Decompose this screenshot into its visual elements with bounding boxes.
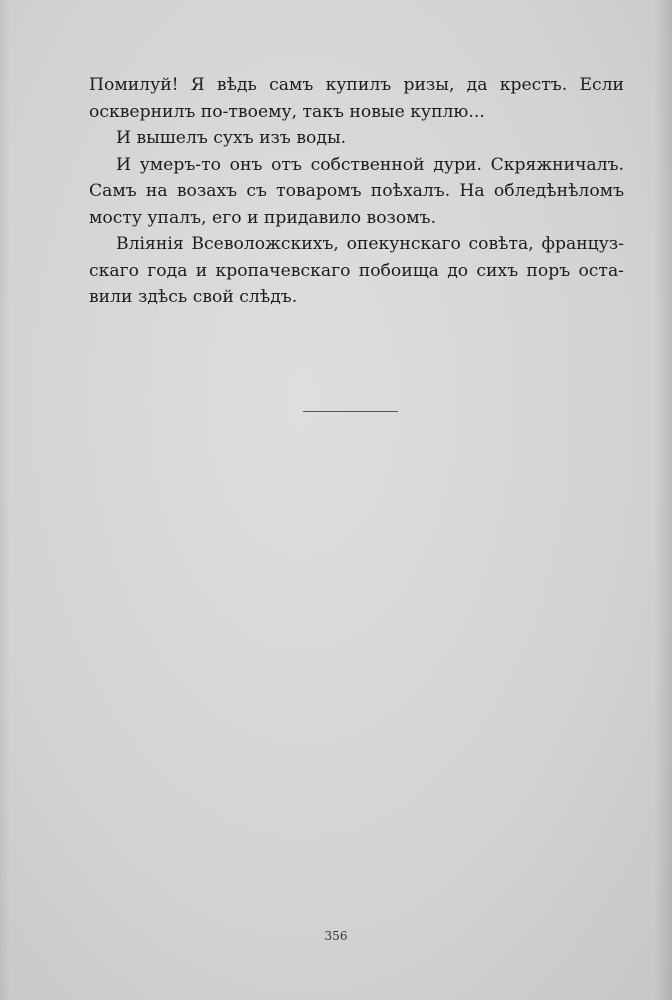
paragraph-4 xyxy=(89,231,624,311)
text-line: И вышелъ сухъ изъ воды. xyxy=(116,128,347,148)
text-line: осквернилъ по-твоему, такъ новые куплю... xyxy=(89,101,485,122)
text-line: Помилуй! Я вѣдь самъ купилъ ризы, да крестъ. Если xyxy=(89,75,624,95)
page-number: 356 xyxy=(324,929,348,943)
text-line: вили здѣсь свой слѣдъ. xyxy=(89,287,298,307)
paragraph-2 xyxy=(89,125,624,152)
text-line: И умеръ-то онъ отъ собственной дури. Скряжничалъ. xyxy=(116,154,624,175)
text-line: мосту упалъ, его и придавило возомъ. xyxy=(89,207,437,228)
paragraph-3 xyxy=(89,152,624,232)
section-end-rule xyxy=(303,411,398,412)
page-edge-shadow-right xyxy=(654,0,672,1000)
body-text xyxy=(89,72,624,311)
text-line: Вліянія Всеволожскихъ, опекунскаго совѣта, француз- xyxy=(116,234,624,254)
text-line: Самъ на возахъ съ товаромъ поѣхалъ. На обледѣнѣломъ xyxy=(89,181,624,201)
text-line: скаго года и кропачевскаго побоища до сихъ поръ оста- xyxy=(89,260,624,281)
paragraph-1 xyxy=(89,72,624,125)
page-edge-shadow-left xyxy=(0,0,10,1000)
